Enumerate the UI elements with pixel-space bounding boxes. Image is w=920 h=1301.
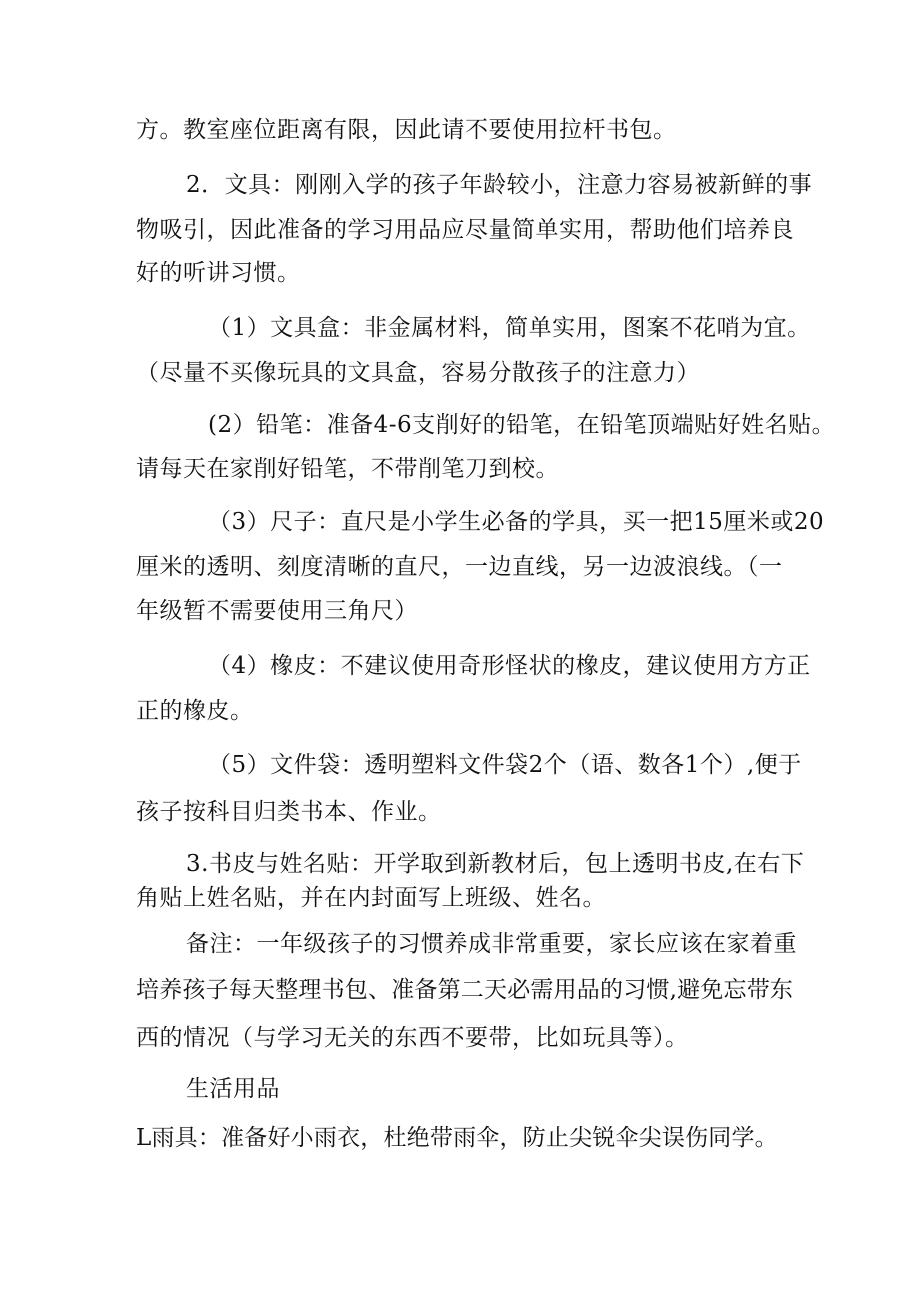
text-line: 厘米的透明、刻度清晰的直尺，一边直线，另一边波浪线。（一 [136, 554, 783, 580]
text-line: 培养孩子每天整理书包、准备第二天必需用品的习惯,避免忘带东 [136, 977, 794, 1003]
list-item-pencil-box: （1）文具盒：非金属材料，简单实用，图案不花哨为宜。 [208, 315, 811, 341]
section-heading-stationery: 2．文具：刚刚入学的孩子年龄较小，注意力容易被新鲜的事 [186, 172, 813, 198]
text-line: 年级暂不需要使用三角尺） [136, 598, 418, 624]
list-item-pencil: (2）铅笔：准备4-6支削好的铅笔，在铅笔顶端贴好姓名贴。 [208, 412, 836, 438]
text-line: 西的情况（与学习无关的东西不要带，比如玩具等）。 [136, 1025, 689, 1051]
text-line: 方。教室座位距离有限，因此请不要使用拉杆书包。 [136, 117, 677, 143]
list-item-ruler: （3）尺子：直尺是小学生必备的学具，买一把15厘米或20 [208, 509, 825, 535]
text-line: 好的听讲习惯。 [136, 260, 301, 286]
section-heading-daily-items: 生活用品 [186, 1076, 280, 1102]
note-paragraph: 备注：一年级孩子的习惯养成非常重要，家长应该在家着重 [186, 931, 797, 957]
text-line: 物吸引，因此准备的学习用品应尽量简单实用，帮助他们培养良 [136, 217, 794, 243]
list-item-file-bag: （5）文件袋：透明塑料文件袋2个（语、数各1个）,便于 [208, 752, 802, 778]
section-heading-book-cover: 3.书皮与姓名贴：开学取到新教材后，包上透明书皮,在右下 [186, 851, 805, 877]
text-line: 孩子按科目归类书本、作业。 [136, 799, 442, 825]
list-item-eraser: （4）橡皮：不建议使用奇形怪状的橡皮，建议使用方方正 [208, 653, 811, 679]
text-line: （尽量不买像玩具的文具盒，容易分散孩子的注意力） [136, 360, 700, 386]
list-item-rain-gear: L雨具：准备好小雨衣，杜绝带雨伞，防止尖锐伞尖误伤同学。 [136, 1125, 778, 1151]
text-line: 请每天在家削好铅笔，不带削笔刀到校。 [136, 456, 559, 482]
text-line: 角贴上姓名贴，并在内封面写上班级、姓名。 [136, 885, 606, 911]
text-line: 正的橡皮。 [136, 698, 254, 724]
